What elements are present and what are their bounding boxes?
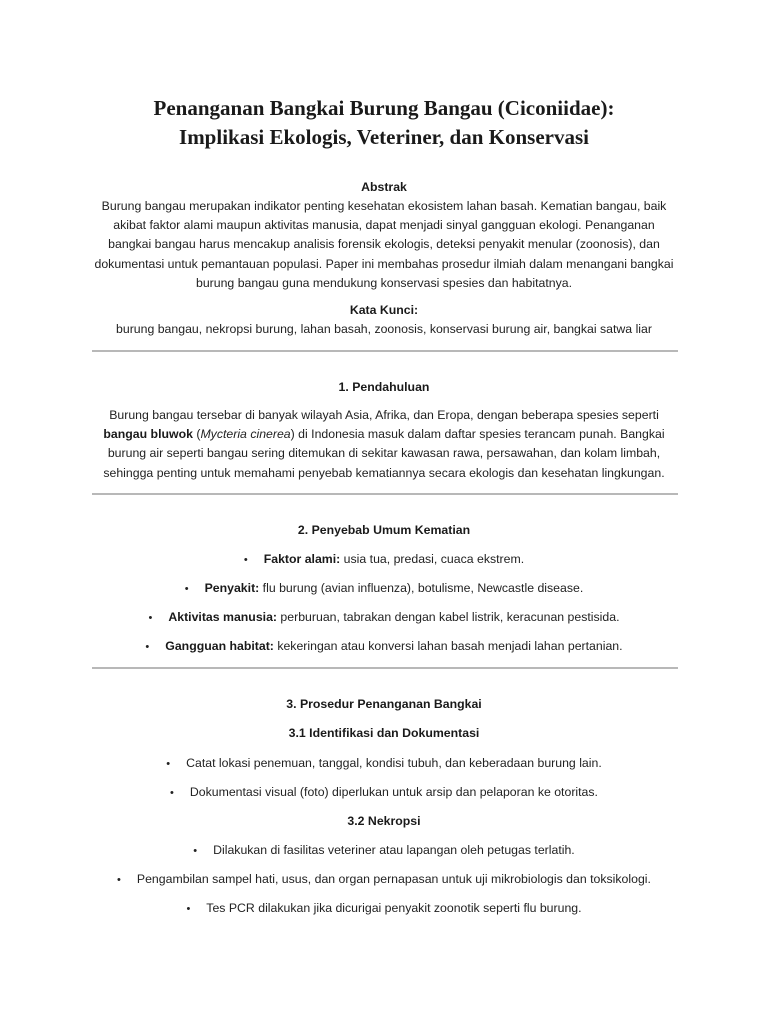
list-item: • Aktivitas manusia: perburuan, tabrakan dengan kabel listrik, keracunan pestisida. xyxy=(92,608,676,628)
divider xyxy=(92,667,678,669)
keywords-heading: Kata Kunci: xyxy=(349,303,419,317)
list-item: • Catat lokasi penemuan, tanggal, kondisi tubuh, dan keberadaan burung lain. xyxy=(92,754,676,774)
section-3-1-heading: 3.1 Identifikasi dan Dokumentasi xyxy=(288,726,480,740)
bullet-icon: • xyxy=(186,903,191,915)
species-name: bangau bluwok xyxy=(103,427,193,442)
section-1-text: Burung bangau tersebar di banyak wilayah Asia, Afrika, dan Eropa, dengan beberapa spesies seperti bangau bluwok (Mycteria cinerea) di Indonesia masuk dalam daftar spesies terancam punah. Bangkai burung air seperti bangau sering ditemukan di sekitar kawasan rawa, persawahan, dan kolam limbah, sehingga penting untuk memahami penyebab kematiannya secara ekologis dan kesehatan lingkungan. xyxy=(103,408,665,480)
divider xyxy=(92,493,678,495)
bullet-icon: • xyxy=(117,874,121,886)
bullet-icon: • xyxy=(184,583,189,595)
list-item: • Penyakit: flu burung (avian influenza), botulisme, Newcastle disease. xyxy=(92,579,676,599)
section-2-heading: 2. Penyebab Umum Kematian xyxy=(297,523,471,537)
bullet-icon: • xyxy=(243,554,248,566)
bullet-icon: • xyxy=(145,641,150,653)
title-line-1: Penanganan Bangkai Burung Bangau (Ciconiidae): xyxy=(153,96,615,120)
latin-name: Mycteria cinerea xyxy=(200,427,291,442)
divider xyxy=(92,350,678,352)
list-item: • Dokumentasi visual (foto) diperlukan untuk arsip dan pelaporan ke otoritas. xyxy=(92,783,676,803)
section-3-2-heading: 3.2 Nekropsi xyxy=(347,814,421,828)
title-line-2: Implikasi Ekologis, Veteriner, dan Konservasi xyxy=(179,125,589,149)
bullet-icon: • xyxy=(170,787,174,799)
bullet-icon: • xyxy=(148,612,153,624)
list-item: • Tes PCR dilakukan jika dicurigai penyakit zoonotik seperti flu burung. xyxy=(92,899,676,919)
list-item: • Dilakukan di fasilitas veteriner atau lapangan oleh petugas terlatih. xyxy=(92,841,676,861)
paper-title xyxy=(90,94,678,152)
bullet-icon: • xyxy=(193,845,198,857)
bullet-icon: • xyxy=(166,758,171,770)
section-1-heading: 1. Pendahuluan xyxy=(338,380,430,394)
abstract-text: Burung bangau merupakan indikator penting kesehatan ekosistem lahan basah. Kematian bangau, baik akibat faktor alami maupun aktivitas manusia, dapat menjadi sinyal gangguan ekologi. Penanganan bangkai bangau harus mencakup analisis forensik ekologis, deteksi penyakit menular (zoonosis), dan dokumentasi untuk pemantauan populasi. Paper ini membahas prosedur ilmiah dalam menangani bangkai burung bangau guna mendukung konservasi spesies dan habitatnya. xyxy=(94,199,674,290)
list-item: • Pengambilan sampel hati, usus, dan organ pernapasan untuk uji mikrobiologis dan toksikologi. xyxy=(92,870,676,890)
section-3-heading: 3. Prosedur Penanganan Bangkai xyxy=(286,697,482,711)
list-item: • Faktor alami: usia tua, predasi, cuaca ekstrem. xyxy=(92,550,676,570)
abstract-heading: Abstrak xyxy=(361,180,407,194)
keywords-text: burung bangau, nekropsi burung, lahan basah, zoonosis, konservasi burung air, bangkai satwa liar xyxy=(116,322,652,336)
list-item: • Gangguan habitat: kekeringan atau konversi lahan basah menjadi lahan pertanian. xyxy=(92,637,676,657)
